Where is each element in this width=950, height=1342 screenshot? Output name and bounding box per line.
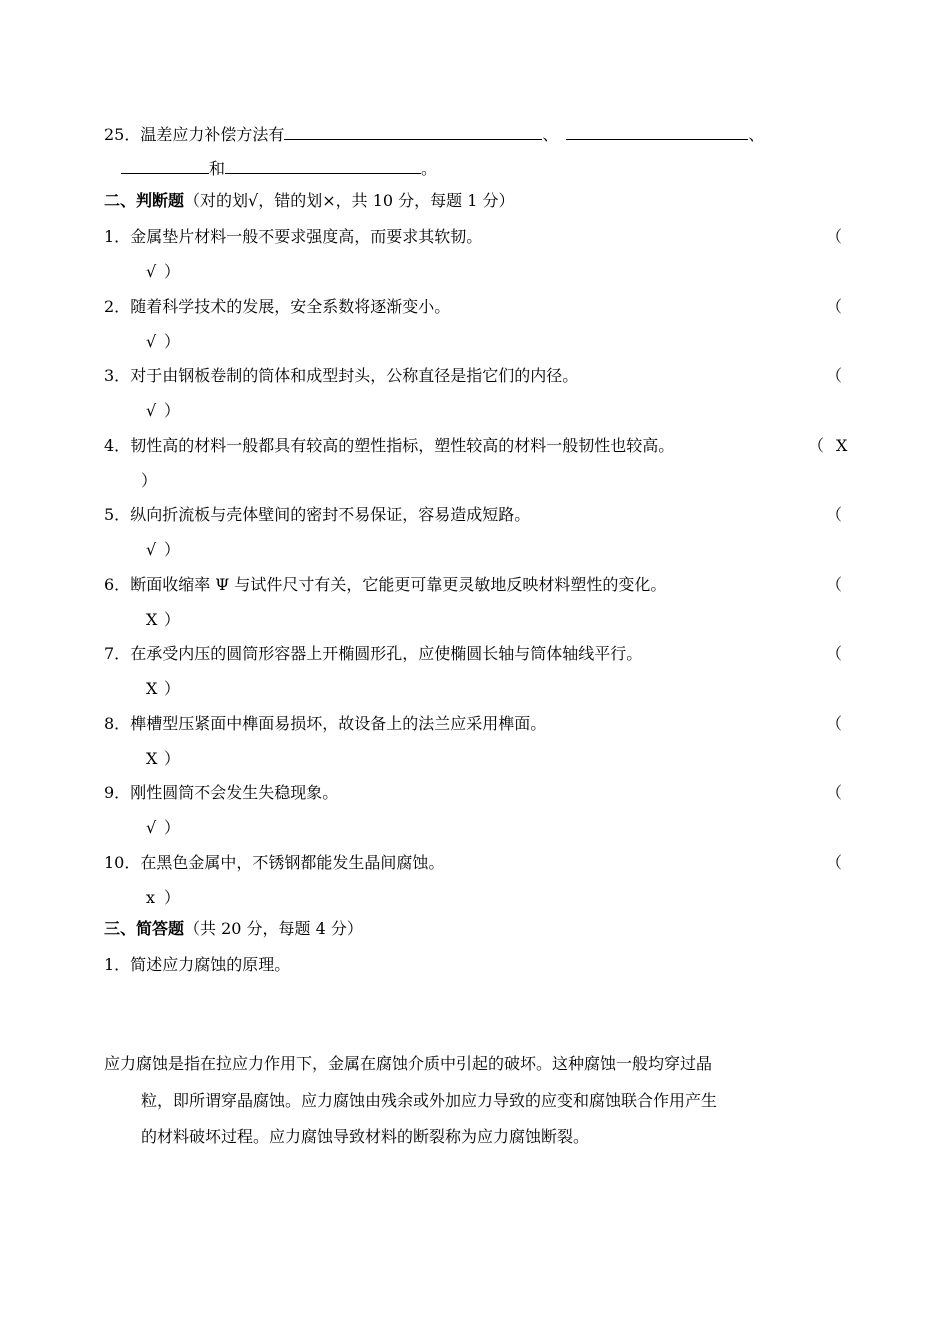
item-number: 8． (104, 714, 131, 733)
section-3-title: 三、简答题 (104, 919, 185, 938)
blank-3 (121, 157, 209, 174)
judgment-item (104, 852, 444, 874)
item-number: 7． (104, 644, 131, 663)
close-paren: ） (164, 262, 181, 281)
item-text: 在承受内压的圆筒形容器上开椭圆形孔，应使椭圆长轴与筒体轴线平行。 (130, 644, 643, 663)
close-paren: ） (164, 818, 181, 837)
answer-mark: √ (146, 262, 157, 281)
item-text: 榫槽型压紧面中榫面易损坏，故设备上的法兰应采用榫面。 (130, 714, 547, 733)
close-paren: ） (164, 540, 181, 559)
judgment-item (104, 226, 482, 248)
answer-line-2: 粒，即所谓穿晶腐蚀。应力腐蚀由残余或外加应力导致的应变和腐蚀联合作用产生 (141, 1091, 718, 1110)
and-text: 和 (209, 159, 226, 178)
judgment-item (104, 296, 450, 318)
answer-mark: √ (146, 540, 157, 559)
item-text: 对于由钢板卷制的筒体和成型封头，公称直径是指它们的内径。 (130, 366, 579, 385)
item-number: 3． (104, 366, 131, 385)
item-text: 断面收缩率 Ψ 与试件尺寸有关，它能更可靠更灵敏地反映材料塑性的变化。 (130, 575, 667, 594)
blank-2 (566, 123, 748, 140)
close-paren: ） (164, 401, 181, 420)
close-paren: ） (164, 749, 181, 768)
judgment-item (104, 782, 338, 804)
open-paren: （ (826, 783, 843, 802)
blank-1 (284, 123, 542, 140)
judgment-item (104, 365, 578, 387)
item-number: 4． (104, 436, 131, 455)
item-text: 随着科学技术的发展，安全系数将逐渐变小。 (130, 297, 451, 316)
end-text: 。 (421, 159, 438, 178)
answer-mark: √ (146, 332, 157, 351)
item-text: 金属垫片材料一般不要求强度高，而要求其软韧。 (130, 227, 483, 246)
question-number: 1． (104, 955, 131, 974)
judgment-item (104, 435, 674, 457)
close-paren: ） (164, 679, 181, 698)
answer-line-3: 的材料破坏过程。应力腐蚀导致材料的断裂称为应力腐蚀断裂。 (141, 1127, 590, 1146)
close-paren: ） (164, 332, 181, 351)
item-number: 9． (104, 783, 131, 802)
section-2-title: 二、判断题 (104, 191, 185, 210)
separator-1: 、 (542, 125, 559, 144)
answer-mark: X (146, 749, 158, 768)
question-25-text: 温差应力补偿方法有 (140, 125, 285, 144)
section-3-heading (104, 918, 363, 940)
section-2-note: （对的划√，错的划×，共 10 分，每题 1 分） (184, 191, 515, 210)
item-number: 5． (104, 505, 131, 524)
question-25-line2 (121, 157, 437, 180)
open-paren: （ (826, 297, 843, 316)
section-3-note: （共 20 分，每题 4 分） (184, 919, 363, 938)
open-paren: （ (808, 436, 825, 455)
item-number: 2． (104, 297, 131, 316)
judgment-item (104, 504, 530, 526)
item-number: 1． (104, 227, 131, 246)
judgment-item (104, 713, 546, 735)
close-paren: ） (164, 888, 181, 907)
answer-line-1: 应力腐蚀是指在拉应力作用下，金属在腐蚀介质中引起的破坏。这种腐蚀一般均穿过晶 (104, 1054, 713, 1073)
answer-mark: √ (146, 401, 157, 420)
section-2-heading (104, 190, 515, 212)
item-number: 6． (104, 575, 131, 594)
answer-mark: X (146, 679, 158, 698)
answer-mark: √ (146, 818, 157, 837)
item-text: 刚性圆筒不会发生失稳现象。 (130, 783, 339, 802)
answer-mark: X (146, 610, 158, 629)
separator-2: 、 (748, 125, 765, 144)
close-paren: ） (164, 610, 181, 629)
close-paren: ） (141, 471, 158, 490)
item-text: 韧性高的材料一般都具有较高的塑性指标，塑性较高的材料一般韧性也较高。 (130, 436, 675, 455)
judgment-item (104, 643, 642, 665)
answer-mark: x (146, 888, 156, 907)
open-paren: （ (826, 366, 843, 385)
question-text: 简述应力腐蚀的原理。 (130, 955, 291, 974)
short-answer-question-1 (104, 954, 290, 976)
open-paren: （ (826, 227, 843, 246)
item-number: 10． (104, 853, 141, 872)
blank-4 (225, 157, 421, 174)
open-paren: （ (826, 505, 843, 524)
item-text: 在黑色金属中，不锈钢都能发生晶间腐蚀。 (140, 853, 445, 872)
open-paren: （ (826, 575, 843, 594)
question-25-number: 25． (104, 125, 141, 144)
answer-mark: X (836, 436, 848, 455)
question-25-line1 (104, 123, 764, 146)
open-paren: （ (826, 714, 843, 733)
item-text: 纵向折流板与壳体壁间的密封不易保证，容易造成短路。 (130, 505, 531, 524)
judgment-item (104, 574, 666, 596)
open-paren: （ (826, 853, 843, 872)
open-paren: （ (826, 644, 843, 663)
